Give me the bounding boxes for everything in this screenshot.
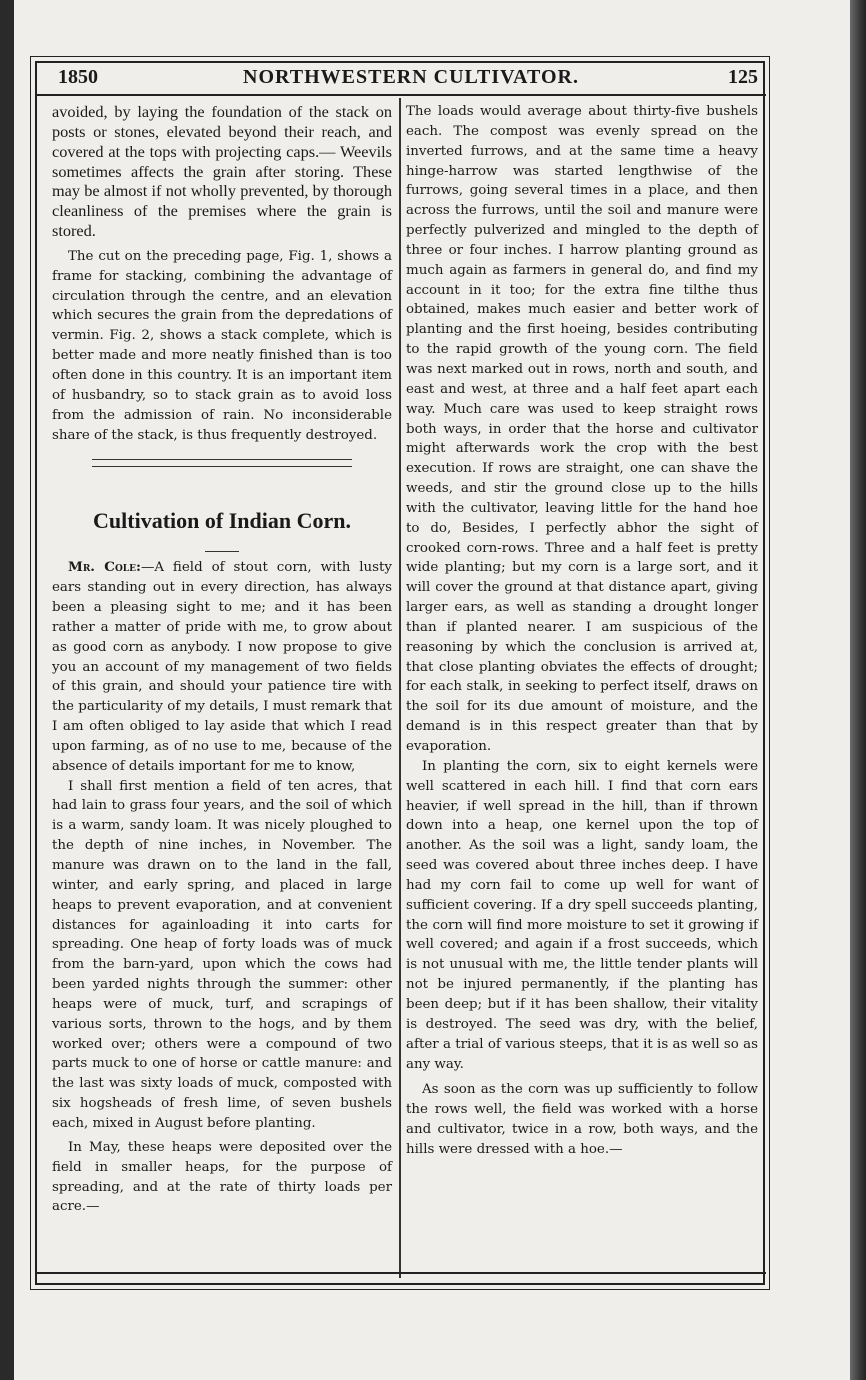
header-rule xyxy=(36,94,766,96)
article-paragraph-1-text: —A field of stout corn, with lusty ears standing out in every direction, has always been a pleasing sight to me; and it has been rather a matter of pride with me, to grow about as good corn as anybody. I now propose to give you an account of my management of two fields of this grain, and should your patience tire with the particularity of my details, I must remark that I am often obliged to lay aside that which I read upon farming, as of no use to me, because of the absence of details important for me to know, xyxy=(52,560,392,774)
salutation: Mr. Cole: xyxy=(68,559,141,576)
left-column xyxy=(52,102,392,1217)
footer-rule xyxy=(36,1272,766,1274)
right-paragraph-3: As soon as the corn was up sufficiently to follow the rows well, the field was worked with a horse and cultivator, twice in a row, both ways, and the hills were dressed with a hoe.— xyxy=(406,1082,758,1157)
right-paragraph-1: The loads would average about thirty-five bushels each. The compost was evenly spread on the inverted furrows, and at the same time a heavy hinge-harrow was started lengthwise of the furrows, going several times in a place, and then across the furrows, until the soil and manure were perfectly pulverized and mingled to the depth of three or four inches. I harrow planting ground as much again as farmers in general do, and find my account in it too; for the extra fine tilthe thus obtained, makes much easier and better work of planting and the first hoeing, besides contributing to the rapid growth of the young corn. The field was next marked out in rows, north and south, and east and west, at three and a half feet apart each way. Much care was used to keep straight rows both ways, in order that the horse and cultivator might afterwards work the crop with the best execution. If rows are straight, one can shave the weeds, and stir the ground close up to the hills with the cultivator, leaving little for the hand hoe to do, Besides, I perfectly abhor the sight of crooked corn-rows. Three and a half feet is pretty wide planting; but my corn is a large sort, and it will cover the ground at that distance apart, giving larger ears, as well as standing a drought longer than if planted nearer. I am suspicious of the reasoning by which the conclusion is arrived at, that close planting obviates the effects of drought; for each stalk, in seeking to perfect itself, draws on the soil for its due amount of moisture, and the demand is in this respect greater than that by evaporation. xyxy=(406,104,758,754)
header-year: 1850 xyxy=(58,66,98,88)
title-rule xyxy=(205,551,239,552)
scan-left-edge xyxy=(0,0,14,1380)
intro-paragraph-1: avoided, by laying the foundation of the stack on posts or stones, elevated beyond their reach, and covered at the tops with projecting caps.— Weevils sometimes affects the grain after storing. These may be almost if not wholly prevented, by thorough cleanliness of the premises where the grain is stored. xyxy=(52,102,392,241)
column-divider xyxy=(399,98,401,1278)
article-paragraph-1 xyxy=(52,558,392,776)
header-title: NORTHWESTERN CULTIVATOR. xyxy=(243,66,579,88)
right-paragraph-2: In planting the corn, six to eight kernels were well scattered in each hill. I find that corn ears heavier, if well spread in the hill, than if thrown down into a heap, one kernel upon the top of another. As the soil was a light, sandy loam, the seed was covered about three inches deep. I have had my corn fail to come up well for want of sufficient covering. If a dry spell succeeds planting, the corn will find more moisture to set it growing if well covered; and again if a frost succeeds, which is not unusual with me, the little tender plants will not be injured permanently, if the planting has been deep; but if it has been shallow, their vitality is destroyed. The seed was dry, with the belief, after a trial of various steeps, that it is as well so as any way. xyxy=(406,758,758,1072)
running-header xyxy=(56,64,766,92)
article-paragraph-3: In May, these heaps were deposited over the field in smaller heaps, for the purpose of spreading, and at the rate of thirty loads per acre.— xyxy=(52,1139,392,1215)
section-separator xyxy=(92,459,352,467)
scan-right-edge xyxy=(850,0,866,1380)
article-paragraph-2: I shall first mention a field of ten acres, that had lain to grass four years, and the soil of which is a warm, sandy loam. It was nicely ploughed to the depth of nine inches, in November. The manure was drawn on to the land in the fall, winter, and early spring, and placed in large heaps to prevent evaporation, and at convenient distances for againloading it into carts for spreading. One heap of forty loads was of muck from the barn-yard, upon which the cows had been yarded nights through the summer: other heaps were of muck, turf, and scrapings of various sorts, thrown to the hogs, and by them worked over; others were a compound of two parts muck to one of horse or cattle manure: and the last was sixty loads of muck, composted with six hogsheads of fresh lime, of seven bushels each, mixed in August before planting. xyxy=(52,778,392,1131)
intro-paragraph-2: The cut on the preceding page, Fig. 1, shows a frame for stacking, combining the advantage of circulation through the centre, and an elevation which secures the grain from the depredations of vermin. Fig. 2, shows a stack complete, which is better made and more neatly finished than is too often done in this country. It is an important item of husbandry, so to stack grain as to avoid loss from the admission of rain. No inconsiderable share of the stack, is thus frequently destroyed. xyxy=(52,248,392,443)
page-number: 125 xyxy=(728,66,758,88)
article-title: Cultivation of Indian Corn. xyxy=(93,508,351,534)
right-column xyxy=(406,102,758,1160)
